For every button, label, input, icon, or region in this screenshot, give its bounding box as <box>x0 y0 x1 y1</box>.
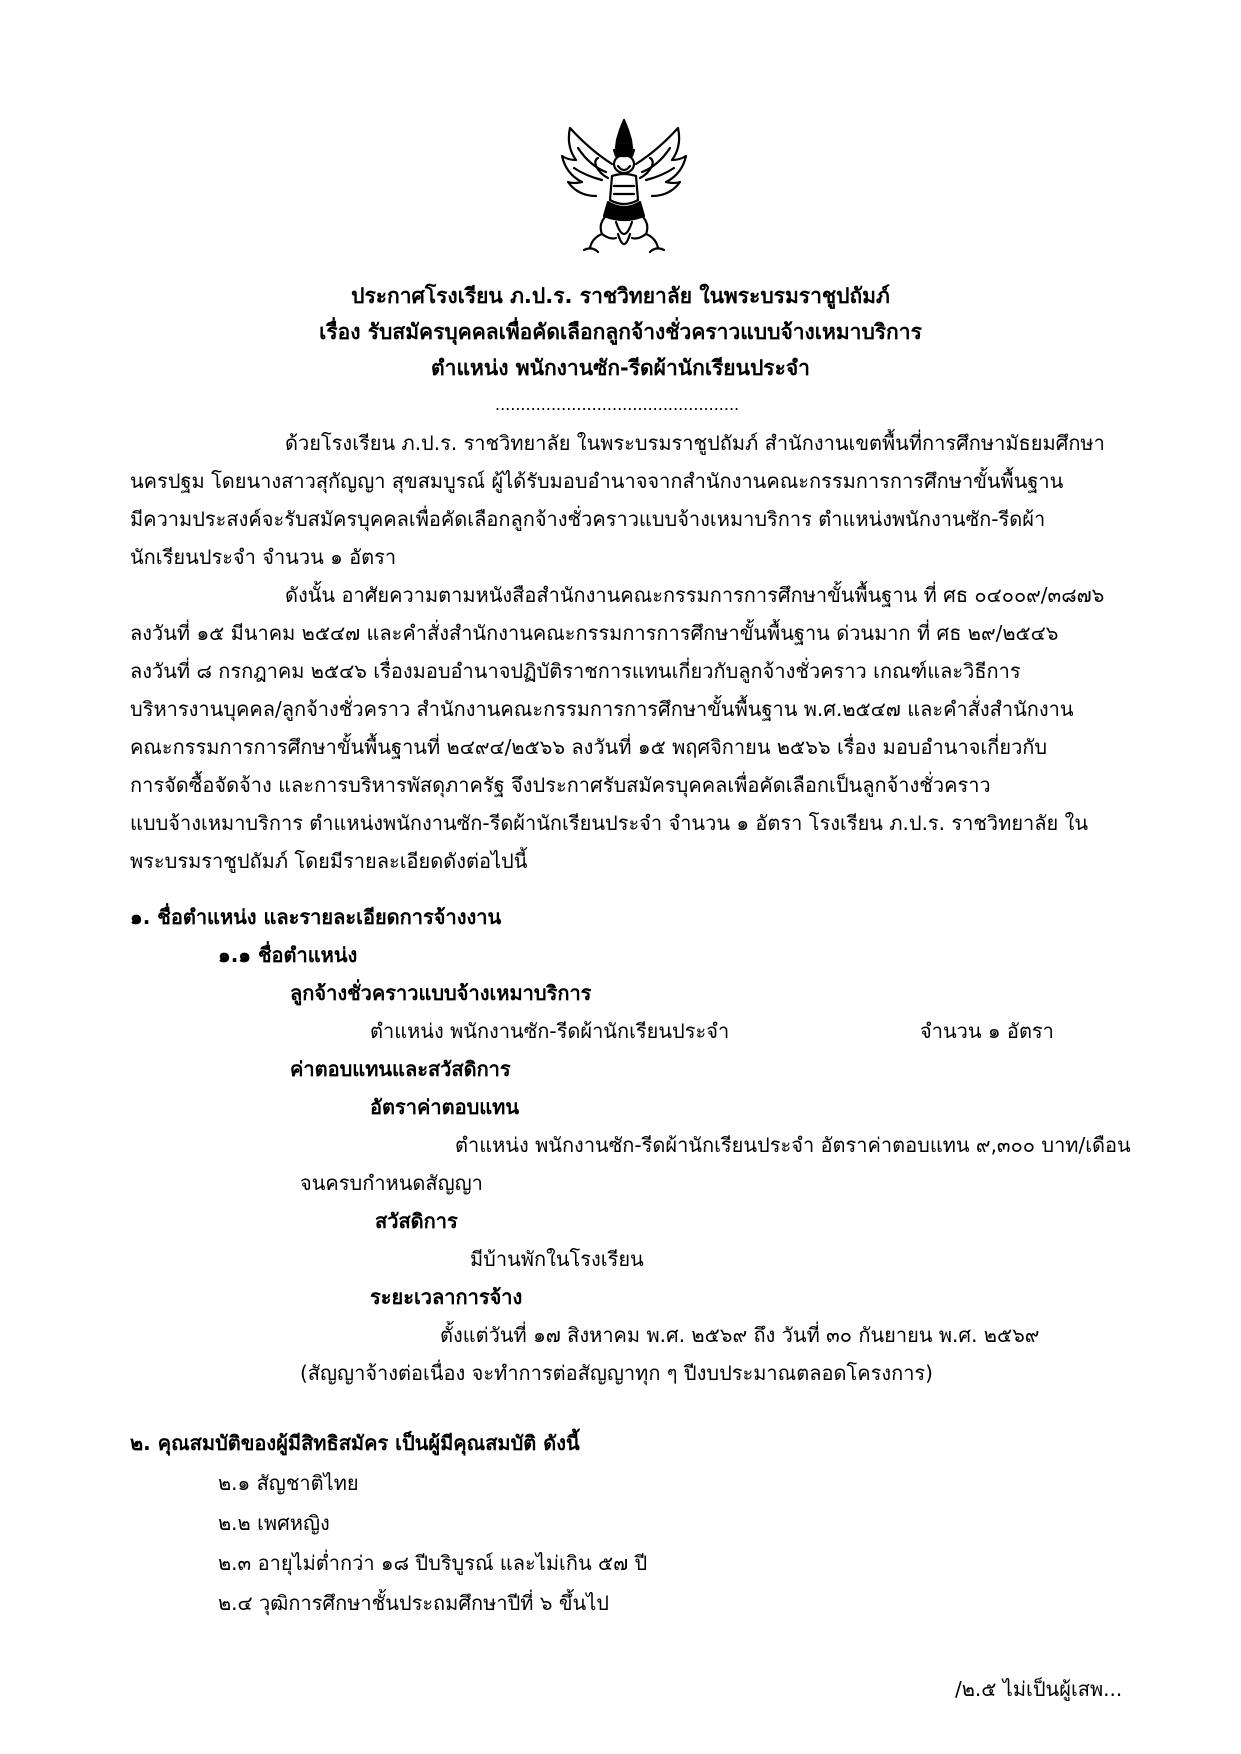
body-line: ลงวันที่ ๑๕ มีนาคม ๒๕๔๗ และคำสั่งสำนักงานคณะกรรมการการศึกษาขั้นพื้นฐาน ด่วนมาก ที่ ศธ ๒๙/๒๕๔๖ <box>130 621 1059 645</box>
body-line: ลงวันที่ ๘ กรกฎาคม ๒๕๔๖ เรื่องมอบอำนาจปฏิบัติราชการแทนเกี่ยวกับลูกจ้างชั่วคราว เกณฑ์และวิธีการ <box>130 659 1021 683</box>
period-detail: ตั้งแต่วันที่ ๑๗ สิงหาคม พ.ศ. ๒๕๖๙ ถึง วันที่ ๓๐ กันยายน พ.ศ. ๒๕๖๙ <box>440 1323 1040 1347</box>
announcement-title: ประกาศโรงเรียน ภ.ป.ร. ราชวิทยาลัย ในพระบรมราชูปถัมภ์ <box>351 284 890 308</box>
intro-line: มีความประสงค์จะรับสมัครบุคคลเพื่อคัดเลือกลูกจ้างชั่วคราวแบบจ้างเหมาบริการ ตำแหน่งพนักงานซัก-รีดผ้า <box>130 507 1046 531</box>
period-note: (สัญญาจ้างต่อเนื่อง จะทำการต่อสัญญาทุก ๆ ปีงบประมาณตลอดโครงการ) <box>300 1361 933 1385</box>
intro-line: ด้วยโรงเรียน ภ.ป.ร. ราชวิทยาลัย ในพระบรมราชูปถัมภ์ สำนักงานเขตพื้นที่การศึกษามัธยมศึกษา <box>285 431 1105 455</box>
subsection-1-1-heading: ๑.๑ ชื่อตำแหน่ง <box>218 943 358 967</box>
rate-detail: ตำแหน่ง พนักงานซัก-รีดผ้านักเรียนประจำ อัตราค่าตอบแทน ๙,๓๐๐ บาท/เดือน <box>455 1133 1131 1157</box>
intro-line: นักเรียนประจำ จำนวน ๑ อัตรา <box>130 545 397 569</box>
welfare-detail: มีบ้านพักในโรงเรียน <box>470 1247 644 1271</box>
announcement-position: ตำแหน่ง พนักงานซัก-รีดผ้านักเรียนประจำ <box>431 356 810 380</box>
section-2-heading: ๒. คุณสมบัติของผู้มีสิทธิสมัคร เป็นผู้มีคุณสมบัติ ดังนี้ <box>130 1431 580 1455</box>
body-line: ดังนั้น อาศัยความตามหนังสือสำนักงานคณะกรรมการการศึกษาขั้นพื้นฐาน ที่ ศธ ๐๔๐๐๙/๓๘๗๖ <box>285 583 1105 607</box>
announcement-subject: เรื่อง รับสมัครบุคคลเพื่อคัดเลือกลูกจ้างชั่วคราวแบบจ้างเหมาบริการ <box>319 320 922 344</box>
title-divider: ................................................ <box>495 395 740 414</box>
qualification-item: ๒.๔ วุฒิการศึกษาชั้นประถมศึกษาปีที่ ๖ ขึ้นไป <box>218 1591 609 1615</box>
body-line: คณะกรรมการการศึกษาขั้นพื้นฐานที่ ๒๔๙๔/๒๕๖๖ ลงวันที่ ๑๕ พฤศจิกายน ๒๕๖๖ เรื่อง มอบอำนาจเกี่ยวกับ <box>130 735 1048 759</box>
page-continuation: /๒.๕ ไม่เป็นผู้เสพ... <box>955 1677 1123 1701</box>
garuda-emblem-icon <box>556 116 692 260</box>
body-line: การจัดซื้อจัดจ้าง และการบริหารพัสดุภาครัฐ จึงประกาศรับสมัครบุคคลเพื่อคัดเลือกเป็นลูกจ้างชั่วคราว <box>130 773 991 797</box>
section-1-heading: ๑. ชื่อตำแหน่ง และรายละเอียดการจ้างงาน <box>130 905 502 929</box>
rate-detail-continued: จนครบกำหนดสัญญา <box>300 1171 483 1195</box>
position-name: ตำแหน่ง พนักงานซัก-รีดผ้านักเรียนประจำ <box>370 1019 730 1043</box>
body-line: แบบจ้างเหมาบริการ ตำแหน่งพนักงานซัก-รีดผ้านักเรียนประจำ จำนวน ๑ อัตรา โรงเรียน ภ.ป.ร. ราชวิทยาลัย ใน <box>130 811 1089 835</box>
qualification-item: ๒.๓ อายุไม่ต่ำกว่า ๑๘ ปีบริบูรณ์ และไม่เกิน ๕๗ ปี <box>218 1551 648 1575</box>
body-line: พระบรมราชูปถัมภ์ โดยมีรายละเอียดดังต่อไปนี้ <box>130 849 528 873</box>
period-heading: ระยะเวลาการจ้าง <box>370 1285 523 1309</box>
qualification-item: ๒.๒ เพศหญิง <box>218 1511 330 1535</box>
body-line: บริหารงานบุคคล/ลูกจ้างชั่วคราว สำนักงานคณะกรรมการการศึกษาขั้นพื้นฐาน พ.ศ.๒๕๔๗ และคำสั่งสำนักงาน <box>130 697 1074 721</box>
rate-heading: อัตราค่าตอบแทน <box>370 1095 520 1119</box>
position-quota: จำนวน ๑ อัตรา <box>920 1019 1054 1043</box>
employee-type: ลูกจ้างชั่วคราวแบบจ้างเหมาบริการ <box>290 981 592 1005</box>
qualification-item: ๒.๑ สัญชาติไทย <box>218 1471 359 1495</box>
welfare-heading: สวัสดิการ <box>375 1209 458 1233</box>
intro-line: นครปฐม โดยนางสาวสุกัญญา สุขสมบูรณ์ ผู้ได้รับมอบอำนาจจากสำนักงานคณะกรรมการการศึกษาขั้นพื้นฐาน <box>130 469 1064 493</box>
compensation-heading: ค่าตอบแทนและสวัสดิการ <box>290 1057 511 1081</box>
